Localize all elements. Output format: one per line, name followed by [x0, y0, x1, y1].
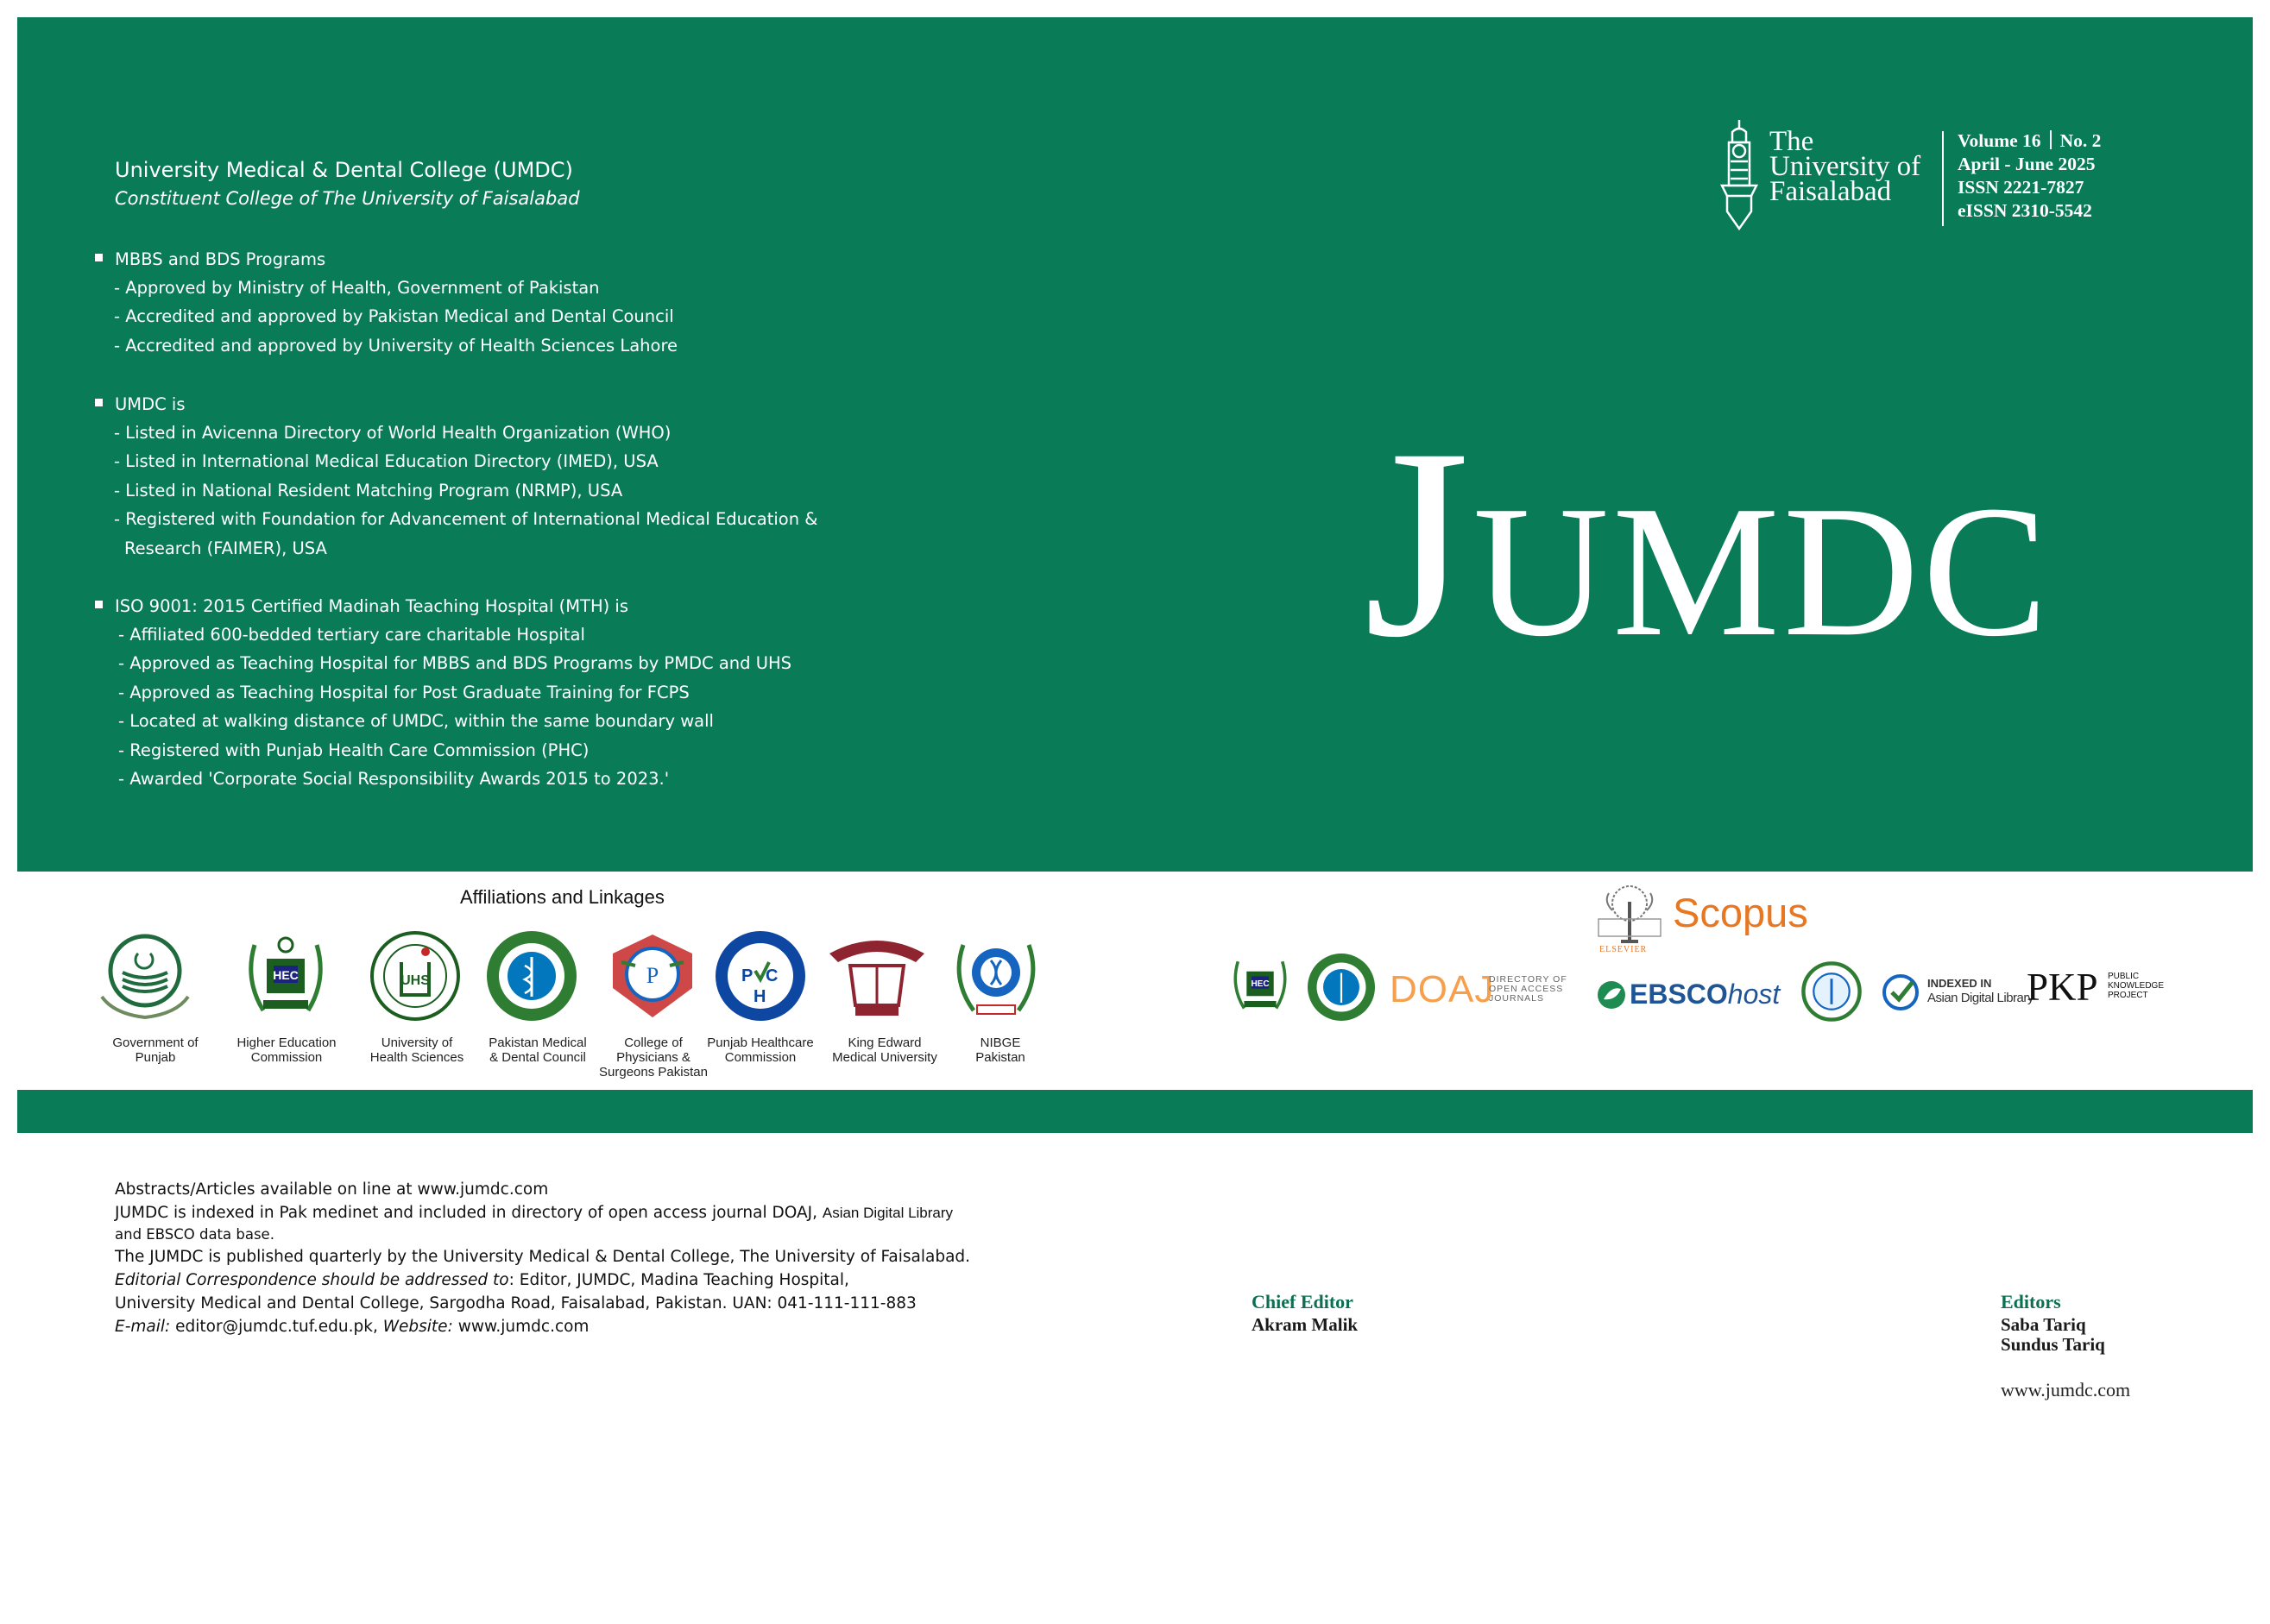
- hec-logo-icon: [1226, 949, 1295, 1018]
- eissn: eISSN 2310-5542: [1958, 200, 2092, 221]
- list-item: - Registered with Foundation for Advancement of International Medical Education &: [114, 509, 818, 530]
- issue-period: April - June 2025: [1958, 154, 2096, 174]
- email-link[interactable]: editor@jumdc.tuf.edu.pk,: [175, 1318, 383, 1336]
- chief-editor-heading: Chief Editor: [1252, 1291, 1353, 1312]
- bullet-square-icon: [95, 254, 103, 261]
- cover-green-strip: [17, 1090, 2253, 1133]
- doaj-subtitle: DIRECTORY OF OPEN ACCESS JOURNALS: [1489, 974, 1567, 1004]
- chief-editor-name: Akram Malik: [1252, 1314, 1359, 1335]
- divider: [1942, 131, 1944, 226]
- affiliation-label: NIBGE Pakistan: [975, 1035, 1025, 1065]
- affiliation-label: College of Physicians & Surgeons Pakistan: [599, 1035, 708, 1080]
- university-name: The University of Faisalabad: [1769, 126, 1921, 207]
- hec-logo-icon: [237, 928, 334, 1024]
- government-of-punjab-logo-icon: [97, 928, 193, 1024]
- divider: [2050, 130, 2052, 149]
- issue-number: No. 2: [2059, 130, 2102, 151]
- pmdc-logo-icon: [1305, 951, 1378, 1023]
- scopus-logo: Scopus: [1673, 890, 1808, 935]
- svg-text:UHS: UHS: [400, 973, 430, 988]
- umdc-heading: UMDC is: [95, 390, 817, 419]
- pkp-logo: PKP: [2027, 966, 2098, 1009]
- adl-name: Asian Digital Library: [1927, 991, 2034, 1005]
- svg-text:H: H: [754, 987, 766, 1006]
- issue-info: [1958, 129, 2101, 223]
- list-item: - Accredited and approved by University of Health Sciences Lahore: [114, 335, 678, 356]
- hospital-section: [95, 592, 791, 793]
- bullet-square-icon: [95, 601, 103, 608]
- affiliation-label: Government of Punjab: [112, 1035, 199, 1065]
- programs-heading: MBBS and BDS Programs: [95, 245, 678, 274]
- list-item: Research (FAIMER), USA: [124, 538, 327, 558]
- svg-text:C: C: [766, 966, 779, 985]
- adl-check-icon: [1882, 973, 1920, 1011]
- journal-title: JUMDC: [1364, 393, 2052, 694]
- nibge-logo-icon: [948, 928, 1044, 1024]
- website-link[interactable]: www.jumdc.com: [2001, 1379, 2131, 1401]
- affiliation-label: Higher Education Commission: [236, 1035, 337, 1065]
- affiliation-label: King Edward Medical University: [832, 1035, 937, 1065]
- list-item: - Located at walking distance of UMDC, within the same boundary wall: [118, 711, 714, 732]
- affiliation-label: Punjab Healthcare Commission: [707, 1035, 814, 1065]
- svg-text:P: P: [741, 966, 754, 985]
- phc-logo-icon: [712, 928, 809, 1024]
- bullet-square-icon: [95, 399, 103, 406]
- list-item: - Approved as Teaching Hospital for MBBS and BDS Programs by PMDC and UHS: [118, 653, 792, 674]
- programs-section: [95, 245, 678, 360]
- editor-name: Saba Tariq: [2001, 1314, 2086, 1335]
- elsevier-label: ELSEVIER: [1599, 945, 1648, 954]
- editor-name: Sundus Tariq: [2001, 1334, 2105, 1355]
- svg-text:P: P: [646, 963, 659, 988]
- college-name: University Medical & Dental College (UMDC): [115, 158, 573, 182]
- issn: ISSN 2221-7827: [1958, 177, 2084, 198]
- list-item: - Affiliated 600-bedded tertiary care charitable Hospital: [118, 625, 585, 645]
- affiliations-title: Affiliations and Linkages: [460, 886, 665, 908]
- affiliation-label: Pakistan Medical & Dental Council: [489, 1035, 587, 1065]
- website-link[interactable]: www.jumdc.com: [457, 1318, 590, 1336]
- list-item: - Listed in Avicenna Directory of World Health Organization (WHO): [114, 423, 672, 443]
- doaj-logo: DOAJ: [1390, 968, 1495, 1010]
- list-item: - Approved as Teaching Hospital for Post Graduate Training for FCPS: [118, 682, 690, 702]
- svg-text:HEC: HEC: [273, 968, 299, 982]
- hospital-heading: ISO 9001: 2015 Certified Madinah Teaching Hospital (MTH) is: [95, 592, 791, 620]
- umdc-section: [95, 390, 817, 563]
- list-item: - Listed in International Medical Education Directory (IMED), USA: [114, 451, 659, 472]
- list-item: - Listed in National Resident Matching Program (NRMP), USA: [114, 480, 623, 500]
- editors-heading: Editors: [2001, 1291, 2061, 1312]
- volume-label: Volume 16: [1958, 130, 2041, 151]
- elsevier-tree-logo-icon: [1595, 884, 1664, 945]
- list-item: - Awarded 'Corporate Social Responsibility Awards 2015 to 2023.': [118, 768, 670, 789]
- uhs-logo-icon: [367, 928, 463, 1024]
- university-tower-logo-icon: [1713, 116, 1765, 233]
- svg-text:HEC: HEC: [1251, 979, 1270, 989]
- adl-indexed-label: INDEXED IN: [1927, 977, 1992, 990]
- college-subtitle: Constituent College of The University of Faisalabad: [115, 188, 580, 209]
- publication-info: Abstracts/Articles available on line at www.jumdc.com JUMDC is indexed in Pak medinet and included in directory of open access journal DOAJ, Asian Digital Library and EBSCO data base. The JUMDC is published quarterly by the University Medical & Dental College, The University of Faisalabad. Editorial Correspondence should be addressed to: Editor, JUMDC, Madina Teaching Hospital, University Medical and Dental College, Sargodha Road, Faisalabad, Pakistan. UAN: 041-111-111-883 E-mail: editor@jumdc.tuf.edu.pk, Website: www.jumdc.com: [115, 1180, 971, 1336]
- pmdc-logo-icon: [483, 928, 580, 1024]
- ebsco-logo: EBSCOhost: [1630, 979, 1781, 1010]
- ebsco-leaf-icon: [1597, 980, 1626, 1010]
- list-item: - Accredited and approved by Pakistan Medical and Dental Council: [114, 306, 674, 327]
- list-item: - Approved by Ministry of Health, Government of Pakistan: [114, 278, 600, 298]
- kemu-logo-icon: [824, 928, 930, 1024]
- cpsp-logo-icon: [604, 928, 701, 1024]
- list-item: - Registered with Punjab Health Care Commission (PHC): [118, 740, 590, 760]
- pakistan-index-seal-icon: [1795, 960, 1868, 1023]
- pkp-subtitle: PUBLIC KNOWLEDGE PROJECT: [2108, 972, 2165, 1000]
- affiliation-label: University of Health Sciences: [369, 1035, 464, 1065]
